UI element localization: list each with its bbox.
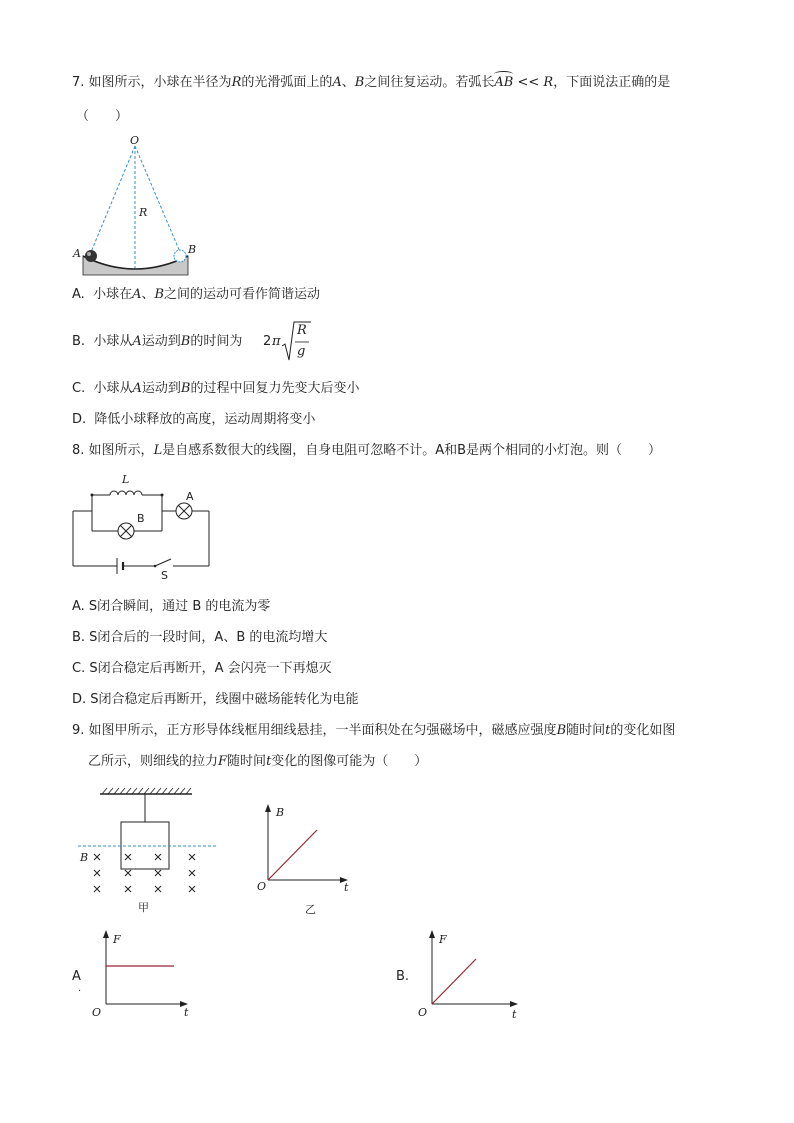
x-axis-arrow-icon	[510, 1001, 518, 1007]
label-O: O	[130, 134, 140, 147]
q7-pendulum-figure	[73, 132, 198, 278]
q7-stem: 7. 如图所示，小球在半径为R的光滑弧面上的A、B之间往复运动。若弧长 AB << R，下面说法正确的是	[72, 74, 670, 92]
label-B: B	[188, 243, 197, 256]
label-L: L	[122, 473, 130, 486]
label-A: A	[186, 490, 194, 503]
q7-formula: 2 π R g	[263, 320, 313, 364]
caption-jia: 甲	[138, 901, 149, 914]
label-F: F	[439, 933, 447, 946]
ball-ghost-icon	[174, 250, 186, 262]
q9-option-A-key[interactable]: A	[72, 969, 81, 984]
q7-option-C[interactable]: C. 小球从A运动到B的过程中回复力先变大后变小	[72, 381, 360, 396]
y-axis-arrow-icon	[103, 930, 109, 938]
q8-option-B[interactable]: B. S闭合后的一段时间，A、B 的电流均增大	[72, 630, 328, 645]
label-B: B	[276, 806, 285, 819]
q7-option-D[interactable]: D. 降低小球释放的高度，运动周期将变小	[72, 412, 316, 427]
bulb-B-icon	[118, 523, 134, 539]
q8-stem: 8. 如图所示，L是自感系数很大的线圈，自身电阻可忽略不计。A和B是两个相同的小灯泡。则（ ）	[72, 443, 662, 458]
caption-yi: 乙	[305, 903, 316, 916]
B-t-graph-line	[268, 830, 317, 880]
label-R: R	[139, 206, 148, 219]
ball-icon	[85, 250, 97, 262]
dashed-line-OA	[91, 146, 135, 252]
F-t-graph-line	[432, 959, 476, 1004]
label-S: S	[161, 569, 168, 582]
switch-icon	[155, 559, 171, 566]
q9-option-B-graph[interactable]	[416, 926, 526, 1021]
label-B: B	[80, 851, 89, 864]
label-O: O	[257, 880, 267, 893]
q7-option-B[interactable]: B. 小球从A运动到B的时间为	[72, 334, 243, 349]
q9-stem-line2: 乙所示，则细线的拉力F随时间t变化的图像可能为（ ）	[88, 754, 428, 769]
inductor-coil-icon	[110, 491, 142, 495]
arc-AB: AB	[494, 75, 513, 90]
q9-figure-yi	[252, 800, 362, 920]
dashed-line-OB	[135, 146, 180, 252]
label-O: O	[92, 1006, 102, 1019]
q9-figure-jia	[78, 784, 228, 914]
q9-stem-line1: 9. 如图甲所示，正方形导体线框用细线悬挂，一半面积处在匀强磁场中，磁感应强度B随时间t的变化如图	[72, 723, 676, 738]
bulb-A-icon	[176, 503, 192, 519]
q7-option-A[interactable]: A. 小球在A、B之间的运动可看作简谐运动	[72, 287, 321, 302]
q9-option-A-graph[interactable]	[90, 926, 200, 1021]
q9-option-B-key[interactable]: B.	[396, 969, 410, 984]
q8-option-C[interactable]: C. S闭合稳定后再断开，A 会闪亮一下再熄灭	[72, 661, 332, 676]
label-t: t	[184, 1006, 189, 1019]
label-F: F	[113, 933, 121, 946]
y-axis-arrow-icon	[429, 930, 435, 938]
q8-option-D[interactable]: D. S闭合稳定后再断开，线圈中磁场能转化为电能	[72, 692, 359, 707]
q8-option-A[interactable]: A. S闭合瞬间，通过 B 的电流为零	[72, 599, 271, 614]
label-O: O	[418, 1006, 428, 1019]
label-t: t	[512, 1008, 517, 1021]
ceiling-hatch	[102, 788, 191, 794]
y-axis-arrow-icon	[265, 804, 271, 812]
q9-option-A-dot: .	[78, 983, 82, 994]
label-B: B	[137, 512, 145, 525]
q7-paren: （ ）	[76, 109, 129, 124]
label-t: t	[344, 881, 349, 894]
label-A: A	[73, 247, 81, 260]
magnetic-field-cross-icons	[94, 854, 195, 892]
q8-circuit-figure	[70, 470, 215, 580]
